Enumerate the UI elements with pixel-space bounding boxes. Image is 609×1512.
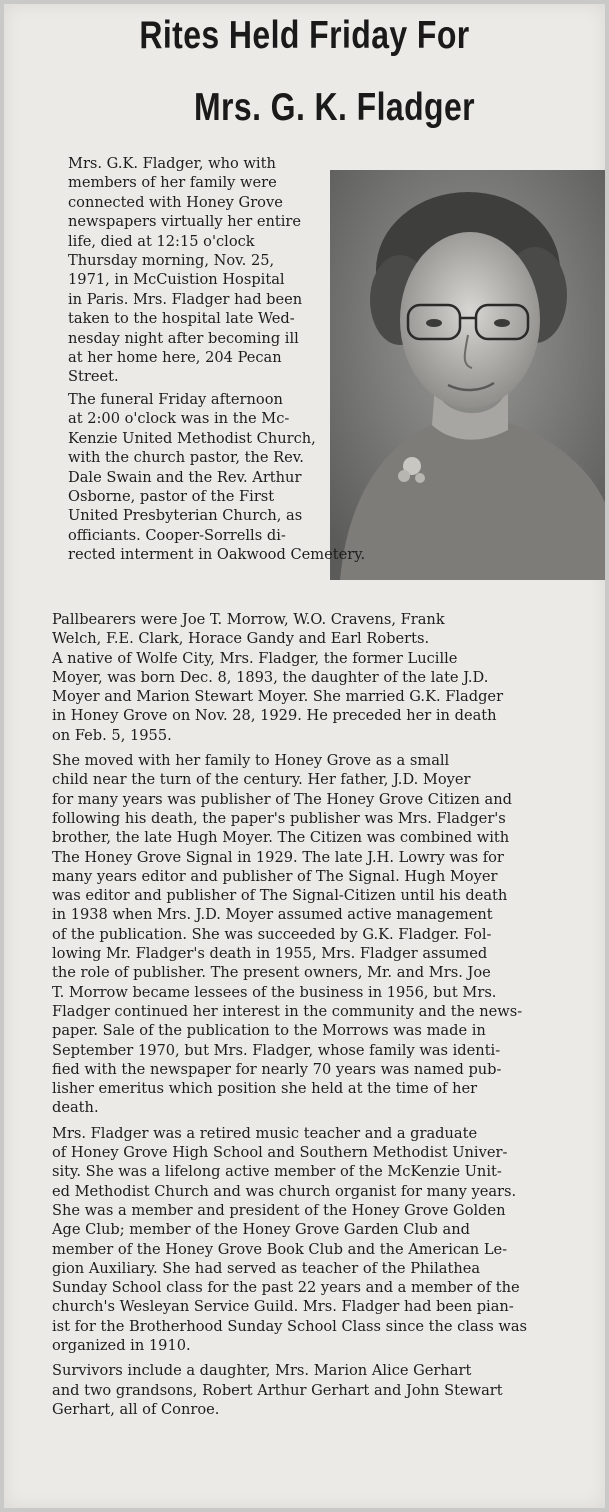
text-line: Mrs. Fladger was a retired music teacher and a graduate: [52, 1124, 478, 1142]
text-line: nesday night after becoming ill: [68, 329, 299, 347]
paragraph-pallbearers: [38, 610, 578, 649]
text-line: members of her family were: [68, 174, 277, 192]
paragraph-survivors: [38, 1361, 578, 1419]
paragraph-newspaper-history: [38, 751, 578, 1118]
text-line: Moyer and Marion Stewart Moyer. She married G.K. Fladger: [52, 688, 504, 706]
text-line: Survivors include a daughter, Mrs. Marion Alice Gerhart: [52, 1362, 472, 1380]
text-line: The funeral Friday afternoon: [68, 390, 283, 408]
text-line: Fladger continued her interest in the community and the news-: [52, 1002, 523, 1020]
text-line: was editor and publisher of The Signal-Citizen until his death: [52, 887, 508, 905]
text-line: Moyer, was born Dec. 8, 1893, the daughter of the late J.D.: [52, 668, 489, 686]
text-line: sity. She was a lifelong active member of the McKenzie Unit-: [52, 1163, 502, 1181]
text-line: of the publication. She was succeeded by G.K. Fladger. Fol-: [52, 925, 492, 943]
paragraph-activities: [38, 1124, 578, 1356]
text-line: rected interment in Oakwood Cemetery.: [68, 546, 366, 564]
text-line: church's Wesleyan Service Guild. Mrs. Fladger had been pian-: [52, 1298, 514, 1316]
text-line: connected with Honey Grove: [68, 193, 283, 211]
text-line: Kenzie United Methodist Church,: [68, 429, 316, 447]
text-line: life, died at 12:15 o'clock: [68, 232, 255, 250]
paragraph-death-notice: [54, 154, 344, 387]
text-line: Mrs. G.K. Fladger, who with: [68, 155, 276, 172]
text-line: She was a member and president of the Honey Grove Golden: [52, 1201, 506, 1219]
text-line: A native of Wolfe City, Mrs. Fladger, the former Lucille: [52, 649, 458, 667]
text-line: fied with the newspaper for nearly 70 years was named pub-: [52, 1060, 502, 1078]
text-line: gion Auxiliary. She had served as teacher of the Philathea: [52, 1259, 481, 1277]
text-line: with the church pastor, the Rev.: [68, 449, 304, 467]
text-line: in 1938 when Mrs. J.D. Moyer assumed active management: [52, 906, 493, 924]
text-line: Welch, F.E. Clark, Horace Gandy and Earl Roberts.: [52, 630, 430, 648]
portrait-photo: [330, 170, 605, 580]
text-line: at her home here, 204 Pecan: [68, 349, 282, 367]
text-line: United Presbyterian Church, as: [68, 507, 303, 525]
text-line: Pallbearers were Joe T. Morrow, W.O. Cravens, Frank: [52, 611, 445, 628]
text-line: and two grandsons, Robert Arthur Gerhart and John Stewart: [52, 1381, 503, 1399]
text-line: Osborne, pastor of the First: [68, 487, 275, 505]
text-line: Thursday morning, Nov. 25,: [68, 252, 275, 270]
text-line: member of the Honey Grove Book Club and the American Le-: [52, 1240, 508, 1258]
paragraph-biography: [38, 649, 578, 745]
text-line: brother, the late Hugh Moyer. The Citizen was combined with: [52, 829, 510, 847]
text-line: paper. Sale of the publication to the Morrows was made in: [52, 1022, 486, 1040]
text-line: 1971, in McCuistion Hospital: [68, 271, 285, 289]
text-line: September 1970, but Mrs. Fladger, whose family was identi-: [52, 1041, 501, 1059]
text-line: taken to the hospital late Wed-: [68, 310, 295, 328]
text-line: in Paris. Mrs. Fladger had been: [68, 290, 303, 308]
text-line: Dale Swain and the Rev. Arthur: [68, 468, 302, 486]
text-line: many years editor and publisher of The Signal. Hugh Moyer: [52, 867, 498, 885]
text-line: Sunday School class for the past 22 years and a member of the: [52, 1279, 520, 1297]
text-line: at 2:00 o'clock was in the Mc-: [68, 410, 290, 428]
narrow-column-text: [54, 154, 366, 565]
text-line: child near the turn of the century. Her father, J.D. Moyer: [52, 771, 471, 789]
text-line: on Feb. 5, 1955.: [52, 726, 172, 744]
wide-column-text: [38, 610, 578, 1419]
text-line: newspapers virtually her entire: [68, 213, 302, 231]
headline-line-2: Mrs. G. K. Fladger: [193, 86, 476, 129]
text-line: T. Morrow became lessees of the business in 1956, but Mrs.: [52, 983, 497, 1001]
text-line: in Honey Grove on Nov. 28, 1929. He preceded her in death: [52, 707, 497, 725]
newspaper-clipping: [4, 4, 605, 1508]
text-line: organized in 1910.: [52, 1336, 191, 1354]
text-line: officiants. Cooper-Sorrells di-: [68, 526, 286, 544]
text-line: Age Club; member of the Honey Grove Garden Club and: [52, 1221, 470, 1239]
text-line: following his death, the paper's publisher was Mrs. Fladger's: [52, 809, 506, 827]
text-line: death.: [52, 1099, 99, 1117]
text-line: of Honey Grove High School and Southern Methodist Univer-: [52, 1144, 508, 1162]
text-line: the role of publisher. The present owners, Mr. and Mrs. Joe: [52, 964, 491, 982]
text-line: The Honey Grove Signal in 1929. The late J.H. Lowry was for: [52, 848, 504, 866]
text-line: lisher emeritus which position she held at the time of her: [52, 1080, 478, 1098]
text-line: She moved with her family to Honey Grove as a small: [52, 752, 450, 770]
text-line: ed Methodist Church and was church organist for many years.: [52, 1182, 517, 1200]
paragraph-funeral: [54, 390, 366, 565]
text-line: ist for the Brotherhood Sunday School Class since the class was: [52, 1317, 528, 1335]
text-line: Street.: [68, 368, 119, 386]
text-line: for many years was publisher of The Honey Grove Citizen and: [52, 790, 512, 808]
text-line: Gerhart, all of Conroe.: [52, 1400, 220, 1418]
headline-line-1: Rites Held Friday For: [139, 14, 470, 57]
text-line: lowing Mr. Fladger's death in 1955, Mrs. Fladger assumed: [52, 945, 488, 963]
